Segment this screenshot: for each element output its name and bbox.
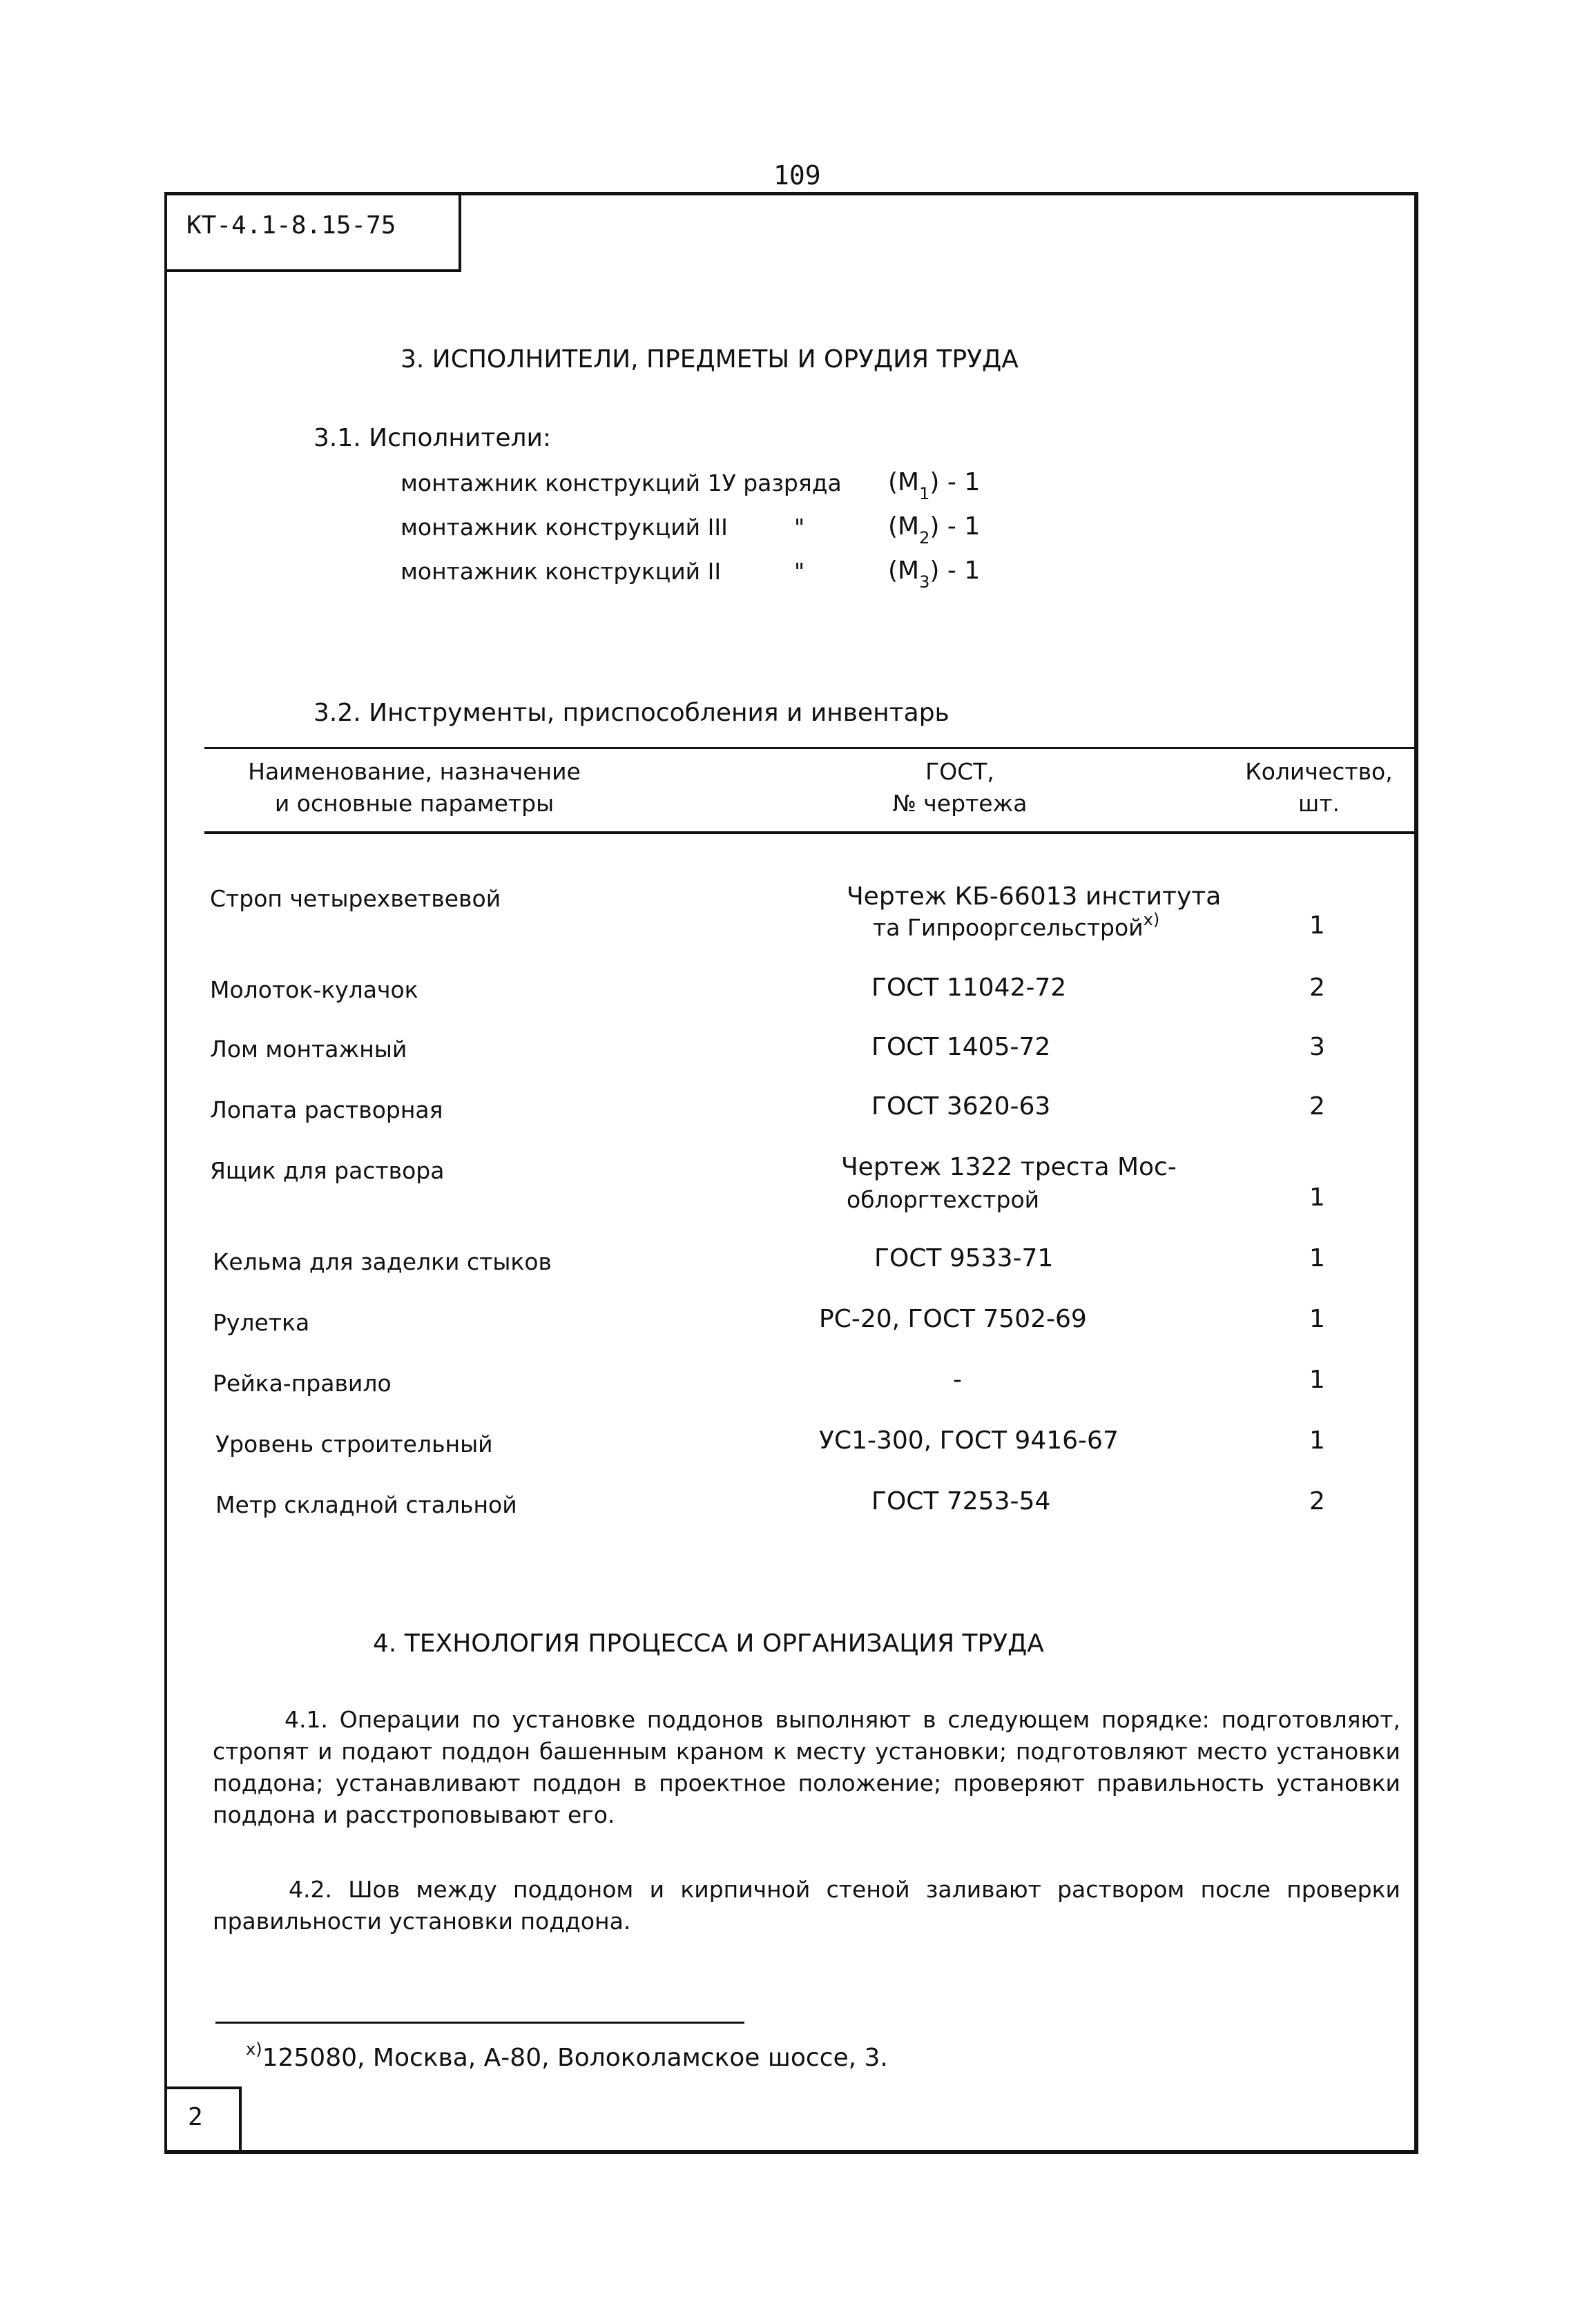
paragraph-4-2: 4.2. Шов между поддоном и кирпичной стеной заливают раствором после проверки правильности установки поддона. <box>213 1876 1400 1935</box>
table-cell-qty: 2 <box>1309 1092 1325 1121</box>
worker-name: монтажник конструкций III <box>401 514 728 541</box>
table-header-rule <box>204 831 1414 834</box>
table-cell-qty: 1 <box>1309 1366 1325 1394</box>
table-cell-gost: УС1-300, ГОСТ 9416-67 <box>819 1426 1119 1455</box>
header-qty-line2: шт. <box>1298 790 1340 817</box>
header-name-line1: Наименование, назначение <box>248 758 581 785</box>
worker-code: $(М_3) - 1$ <box>888 556 981 592</box>
worker-name: монтажник конструкций II <box>401 558 722 585</box>
table-cell-name: Лопата растворная <box>210 1096 443 1123</box>
table-cell-qty: 2 <box>1309 1487 1325 1516</box>
section-4-title: 4. ТЕХНОЛОГИЯ ПРОЦЕССА И ОРГАНИЗАЦИЯ ТРУДА <box>373 1629 1044 1658</box>
footnote-text: 125080, Москва, А-80, Волоколамское шоссе, 3. <box>262 2044 888 2072</box>
footnote-mark: x) <box>246 2040 262 2059</box>
ditto-mark: " <box>794 558 805 585</box>
table-cell-gost: ГОСТ 9533-71 <box>874 1244 1054 1272</box>
table-cell-gost: ГОСТ 7253-54 <box>871 1487 1051 1516</box>
header-name-line2: и основные параметры <box>274 790 555 817</box>
table-cell-gost: ГОСТ 11042-72 <box>871 974 1067 1002</box>
table-cell-gost: РС-20, ГОСТ 7502-69 <box>819 1305 1087 1333</box>
header-qty-line1: Количество, <box>1245 758 1393 785</box>
header-gost-line1: ГОСТ, <box>925 758 994 785</box>
table-cell-gost: облоргтехстрой <box>847 1186 1040 1213</box>
table-cell-qty: 3 <box>1309 1033 1325 1061</box>
sheet-number: 2 <box>188 2103 203 2131</box>
table-cell-qty: 1 <box>1309 1426 1325 1455</box>
table-cell-qty: 1 <box>1309 1305 1325 1333</box>
table-cell-name: Рейка-правило <box>213 1370 392 1397</box>
table-cell-qty: 2 <box>1309 974 1325 1002</box>
section-3-title: 3. ИСПОЛНИТЕЛИ, ПРЕДМЕТЫ И ОРУДИЯ ТРУДА <box>401 345 1019 374</box>
doc-code: КТ-4.1-8.15-75 <box>186 211 396 240</box>
footnote-rule <box>215 2022 744 2024</box>
paragraph-4-1: 4.1. Операции по установке поддонов выполняют в следующем порядке: подготовляют, стропят и подают поддон башенным краном к месту установки; подготовляют место установки поддона; устанавливают поддон в проектное положение; проверяют правильность установки поддона и расстроповывают его. <box>213 1706 1400 1828</box>
table-cell-name: Кельма для заделки стыков <box>213 1248 552 1275</box>
table-cell-gost: та Гипрооргсельстрой$^{x)}$ <box>873 910 1160 941</box>
table-cell-name: Молоток-кулачок <box>210 976 418 1003</box>
table-cell-name: Строп четырехветвевой <box>210 885 501 912</box>
table-cell-qty: 1 <box>1309 911 1325 940</box>
table-cell-gost: Чертеж 1322 треста Мос- <box>841 1153 1177 1181</box>
table-cell-gost: ГОСТ 3620-63 <box>871 1092 1051 1121</box>
table-cell-gost: - <box>953 1366 962 1394</box>
table-cell-qty: 1 <box>1309 1244 1325 1272</box>
table-top-rule <box>204 747 1414 749</box>
subsection-3-2-title: 3.2. Инструменты, приспособления и инвентарь <box>314 699 949 727</box>
table-cell-name: Метр складной стальной <box>215 1491 517 1518</box>
sheet-number-box <box>164 2086 242 2154</box>
table-cell-name: Лом монтажный <box>210 1036 407 1063</box>
table-cell-gost: Чертеж КБ-66013 института <box>847 882 1222 911</box>
worker-name: монтажник конструкций 1У разряда <box>401 469 842 496</box>
footnote <box>246 2040 888 2072</box>
table-cell-name: Рулетка <box>213 1309 310 1336</box>
subsection-3-1-title: 3.1. Исполнители: <box>314 424 552 452</box>
header-gost-line2: № чертежа <box>892 790 1028 817</box>
table-cell-gost: ГОСТ 1405-72 <box>871 1033 1051 1061</box>
worker-code: $(М_1) - 1$ <box>888 468 981 503</box>
page-number: 109 <box>773 160 821 191</box>
table-cell-name: Ящик для раствора <box>210 1157 445 1184</box>
worker-code: $(М_2) - 1$ <box>888 512 981 548</box>
table-cell-name: Уровень строительный <box>215 1431 493 1458</box>
ditto-mark: " <box>794 514 805 541</box>
table-cell-qty: 1 <box>1309 1183 1325 1212</box>
